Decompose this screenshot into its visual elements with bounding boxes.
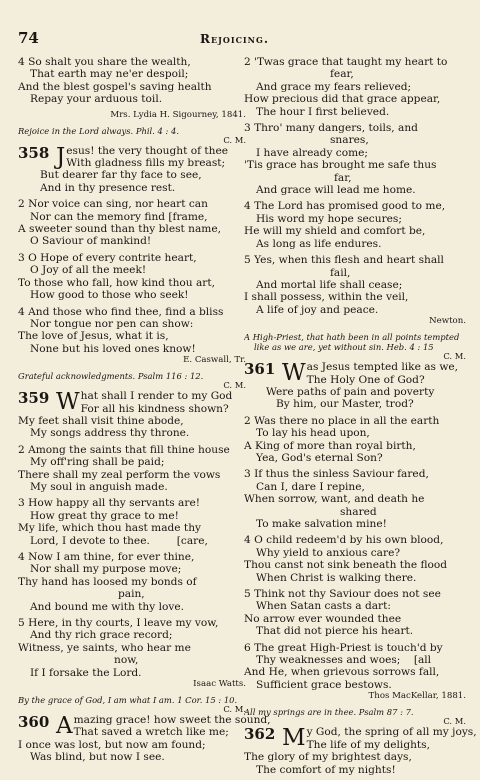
stanza bbox=[18, 497, 250, 547]
verse-line: The life of my delights, bbox=[306, 738, 430, 751]
hymn-meter: C. M. bbox=[223, 380, 246, 391]
verse-line: 'Tis grace has brought me safe thus bbox=[244, 159, 437, 172]
stanza bbox=[18, 739, 250, 764]
verse-line: y God, the spring of all my joys, bbox=[306, 726, 477, 739]
verse-line: With gladness fills my breast; bbox=[66, 157, 226, 170]
stanza bbox=[244, 56, 470, 118]
verse-line: How precious did that grace appear, bbox=[244, 93, 441, 106]
verse-line: Were paths of pain and poverty bbox=[266, 385, 435, 398]
verse-line: My songs address thy throne. bbox=[30, 427, 190, 440]
verse-line: hat shall I render to my God bbox=[80, 390, 233, 403]
verse-line: None but his loved ones know! bbox=[30, 342, 196, 355]
hymn-362-start bbox=[244, 725, 477, 752]
verse-line: Thou canst not sink beneath the flood bbox=[244, 559, 448, 572]
verse-line: Nor shall my purpose move; bbox=[30, 563, 182, 576]
stanza bbox=[18, 415, 250, 440]
verse-line: As long as life endures. bbox=[256, 237, 382, 250]
stanza bbox=[244, 642, 470, 692]
drop-cap: M bbox=[282, 725, 306, 752]
verse-line: esus! the very thought of thee bbox=[66, 144, 229, 157]
verse-line: 4 So shalt you share the wealth, bbox=[18, 56, 191, 68]
stanza bbox=[18, 252, 250, 302]
hymn-author: Mrs. Lydia H. Sigourney, 1841. bbox=[110, 109, 246, 120]
verse-line: His word my hope secures; bbox=[256, 212, 402, 225]
verse-line: The Holy One of God? bbox=[306, 373, 425, 386]
verse-line: Thy hand has loosed my bonds of bbox=[18, 575, 197, 588]
hymn-author: Thos MacKellar, 1881. bbox=[368, 691, 466, 702]
page-number: 74 bbox=[18, 29, 39, 47]
hymn-heading: By the grace of God, I am what I am. 1 Cor. 15 : 10. bbox=[18, 695, 238, 706]
stanza bbox=[18, 56, 250, 106]
verse-line: When Satan casts a dart: bbox=[256, 600, 391, 613]
verse-line: How good to those who seek! bbox=[30, 289, 189, 302]
hymn-number: 358 bbox=[18, 143, 50, 162]
verse-line: 3 O Hope of every contrite heart, bbox=[18, 251, 197, 264]
hymn-361-start bbox=[244, 361, 470, 386]
drop-cap: W bbox=[282, 360, 306, 387]
verse-line: Repay your arduous toil. bbox=[30, 93, 163, 106]
verse-line: 4 The Lord has promised good to me, bbox=[244, 200, 446, 213]
verse-line: I once was lost, but now am found; bbox=[18, 738, 206, 751]
verse-line: Why yield to anxious care? bbox=[256, 546, 401, 559]
verse-line: 2 Among the saints that fill thine house bbox=[18, 443, 230, 456]
stanza bbox=[244, 468, 470, 530]
running-title: Rejoicing. bbox=[200, 32, 269, 46]
stanza bbox=[244, 415, 470, 465]
verse-line: 4 Now I am thine, for ever thine, bbox=[18, 551, 195, 563]
verse-line: My life, which thou hast made thy bbox=[18, 522, 201, 535]
verse-line: My feet shall visit thine abode, bbox=[18, 414, 184, 427]
verse-line: shared bbox=[340, 505, 377, 518]
verse-line: If I forsake the Lord. bbox=[30, 666, 142, 679]
hymn-author: Newton. bbox=[429, 316, 466, 327]
verse-line: 4 And those who find thee, find a bliss bbox=[18, 305, 224, 318]
verse-line: The hour I first believed. bbox=[256, 105, 390, 118]
verse-line: When sorrow, want, and death he bbox=[244, 493, 425, 506]
verse-line: And in thy presence rest. bbox=[40, 181, 176, 194]
verse-line: 4 O child redeem'd by his own blood, bbox=[244, 534, 444, 547]
verse-line: To those who fall, how kind thou art, bbox=[18, 276, 215, 289]
stanza bbox=[18, 306, 250, 356]
stanza bbox=[244, 254, 470, 316]
verse-line: Sufficient grace bestows. bbox=[256, 678, 392, 691]
hymn-number: 361 bbox=[244, 360, 276, 379]
hymn-heading: All my springs are in thee. Psalm 87 : 7. bbox=[244, 707, 414, 718]
verse-line: Nor can the memory find [frame, bbox=[30, 210, 208, 223]
verse-line: Lord, I devote to thee. [care, bbox=[30, 534, 208, 547]
stanza bbox=[18, 444, 250, 494]
verse-line: And bound me with thy love. bbox=[30, 600, 184, 613]
stanza bbox=[18, 198, 250, 248]
verse-line: That did not pierce his heart. bbox=[256, 625, 414, 638]
verse-line: snares, bbox=[330, 134, 369, 147]
verse-line: I have already come; bbox=[256, 146, 368, 159]
verse-line: Was blind, but now I see. bbox=[30, 751, 165, 764]
verse-line: He will my shield and comfort be, bbox=[244, 225, 426, 238]
verse-line: Nor tongue nor pen can show: bbox=[30, 317, 194, 330]
verse-line: fail, bbox=[330, 266, 351, 279]
verse-line: O Saviour of mankind! bbox=[30, 235, 152, 248]
hymn-meter: C. M. bbox=[223, 134, 246, 145]
stanza bbox=[244, 122, 470, 196]
verse-line: And mortal life shall cease; bbox=[256, 278, 403, 291]
verse-line: fear, bbox=[330, 68, 354, 81]
drop-cap: A bbox=[56, 713, 73, 740]
verse-line: 6 The great High-Priest is touch'd by bbox=[244, 641, 443, 654]
verse-line: By him, our Master, trod? bbox=[276, 398, 414, 411]
hymn-heading: A High-Priest, that hath been in all points tempted bbox=[244, 332, 460, 343]
stanza bbox=[244, 386, 470, 411]
verse-line: Thy weaknesses and woes; [all bbox=[256, 654, 432, 667]
verse-line: A life of joy and peace. bbox=[256, 303, 379, 316]
right-column bbox=[244, 56, 477, 780]
hymn-author: Isaac Watts. bbox=[193, 679, 246, 690]
verse-line: When Christ is walking there. bbox=[256, 571, 417, 584]
verse-line: And the blest gospel's saving health bbox=[18, 80, 212, 93]
verse-line: pain, bbox=[118, 588, 145, 601]
verse-line: as Jesus tempted like as we, bbox=[306, 361, 459, 374]
verse-line: For all his kindness shown? bbox=[80, 402, 229, 415]
verse-line: 3 How happy all thy servants are! bbox=[18, 497, 200, 510]
verse-line: A King of more than royal birth, bbox=[244, 439, 416, 452]
stanza bbox=[244, 588, 470, 638]
verse-line: A sweeter sound than thy blest name, bbox=[18, 223, 221, 236]
verse-line: To make salvation mine! bbox=[256, 518, 387, 530]
page-header bbox=[0, 0, 480, 50]
hymn-meter: C. M. bbox=[443, 351, 466, 362]
stanza bbox=[244, 200, 470, 250]
verse-line: To lay his head upon, bbox=[256, 427, 370, 440]
verse-line: 3 Thro' many dangers, toils, and bbox=[244, 122, 418, 135]
verse-line: That earth may ne'er despoil; bbox=[30, 68, 189, 81]
hymn-meter: C. M. bbox=[443, 716, 466, 727]
hymn-author: E. Caswall, Tr. bbox=[183, 355, 246, 366]
verse-line: now, bbox=[114, 654, 139, 667]
verse-line: My soul in anguish made. bbox=[30, 480, 168, 493]
stanza bbox=[244, 751, 470, 776]
verse-line: 2 Nor voice can sing, nor heart can bbox=[18, 198, 208, 211]
verse-line: Witness, ye saints, who hear me bbox=[18, 641, 191, 654]
verse-line: There shall my zeal perform the vows bbox=[18, 468, 221, 481]
hymn-number: 360 bbox=[18, 713, 50, 732]
hymn-358-start bbox=[18, 145, 250, 170]
verse-line: And grace will lead me home. bbox=[256, 184, 416, 197]
stanza bbox=[18, 551, 250, 613]
verse-line: 5 Yes, when this flesh and heart shall bbox=[244, 254, 444, 267]
hymn-359-start bbox=[18, 390, 250, 415]
verse-line: And He, when grievous sorrows fall, bbox=[244, 666, 440, 679]
stanza bbox=[18, 617, 250, 679]
verse-line: The comfort of my nights! bbox=[256, 763, 396, 776]
hymn-meter: C. M. bbox=[223, 704, 246, 715]
verse-line: 5 Here, in thy courts, I leave my vow, bbox=[18, 617, 219, 630]
verse-line: And grace my fears relieved; bbox=[256, 80, 412, 93]
verse-line: But dearer far thy face to see, bbox=[40, 169, 202, 182]
hymn-heading: Rejoice in the Lord always. Phil. 4 : 4. bbox=[18, 125, 179, 136]
verse-line: The love of Jesus, what it is, bbox=[18, 330, 169, 343]
hymn-heading: Grateful acknowledgments. Psalm 116 : 12. bbox=[18, 371, 204, 382]
verse-line: O Joy of all the meek! bbox=[30, 264, 147, 277]
verse-line: mazing grace! how sweet the sound, bbox=[73, 714, 271, 727]
verse-line: 3 If thus the sinless Saviour fared, bbox=[244, 468, 429, 481]
verse-line: Can I, dare I repine, bbox=[256, 480, 365, 493]
stanza bbox=[18, 169, 250, 194]
hymn-heading: like as we are, yet without sin. Heb. 4 : 15 bbox=[254, 342, 434, 353]
verse-line: No arrow ever wounded thee bbox=[244, 612, 402, 625]
verse-line: Yea, God's eternal Son? bbox=[256, 451, 383, 464]
verse-line: 5 Think not thy Saviour does not see bbox=[244, 588, 441, 601]
stanza bbox=[244, 534, 470, 584]
hymn-number: 362 bbox=[244, 725, 276, 744]
verse-line: I shall possess, within the veil, bbox=[244, 291, 409, 304]
verse-line: The glory of my brightest days, bbox=[244, 751, 412, 764]
drop-cap: J bbox=[56, 143, 66, 170]
verse-line: How great thy grace to me! bbox=[30, 509, 179, 522]
verse-line: My off'ring shall be paid; bbox=[30, 456, 165, 469]
verse-line: And thy rich grace record; bbox=[30, 629, 173, 642]
verse-line: far, bbox=[334, 171, 352, 184]
verse-line: That saved a wretch like me; bbox=[73, 726, 229, 739]
drop-cap: W bbox=[56, 389, 80, 416]
verse-line: 2 'Twas grace that taught my heart to bbox=[244, 56, 448, 68]
hymn-number: 359 bbox=[18, 389, 50, 408]
verse-line: 2 Was there no place in all the earth bbox=[244, 414, 440, 427]
